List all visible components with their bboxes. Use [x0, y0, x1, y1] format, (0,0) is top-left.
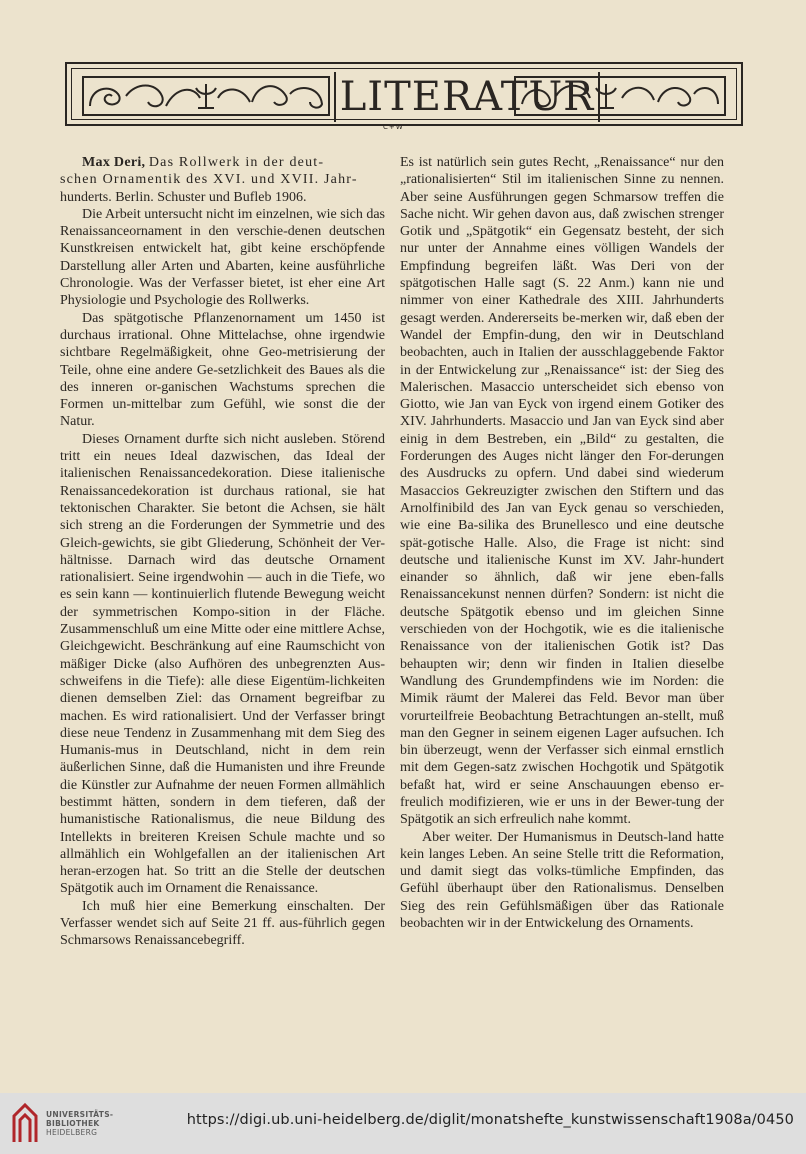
library-line-1: UNIVERSITÄTS-: [46, 1110, 114, 1119]
paragraph: Aber weiter. Der Humanismus in Deutsch-land hatte kein langes Leben. An seine Stelle tritt die Reformation, und damit siegt das volks-tümliche Empfinden, das Gefühl überhaupt über den Rationalismus. Denselben Sieg des rein Gefühlsmäßigen über das Rationale beobachten wir in der Entwickelung des Ornaments.: [400, 829, 724, 932]
page-title: LITERATUR: [339, 74, 595, 120]
right-column: [400, 154, 724, 932]
university-library-logo-icon: [10, 1102, 40, 1144]
header-banner: [65, 62, 743, 126]
heading-line-2: schen Ornamentik des XVI. und XVII. Jahr-: [60, 172, 358, 188]
footer-bar: [0, 1093, 806, 1154]
article-heading: [60, 154, 385, 171]
author-name: Max Deri,: [82, 155, 146, 170]
right-ornament-icon: [514, 76, 726, 116]
source-url-link[interactable]: https://digi.ub.uni-heidelberg.de/diglit/monatshefte_kunstwissenschaft1908a/0450: [186, 1112, 794, 1128]
paragraph: Es ist natürlich sein gutes Recht, „Renaissance“ nur den „rationalisierten“ Stil im italienischen Sinne zu nennen. Aber seine Ausführungen gegen Schmarsow treffen die Sache nicht. Wir gehen davon aus, daß zwischen strenger Gotik und „Spätgotik“ ein Gegensatz besteht, der sich nur unter der Annahme eines völligen Wandels der Empfindung begreifen läßt. Was Deri von der spätgotischen Halle sagt (S. 22 Anm.) kann nie und nimmer von einer Kathedrale des XIII. Jahrhunderts gesagt werden. Andererseits be-merken wir, daß eben der Wandel der Empfin-dung, den wir in Deutschland beobachten, auch in Italien der ausschlaggebende Faktor in der Entwickelung zur „Renaissance“ ist: der Sieg des Malerischen. Masaccio unterscheidet sich ebenso von Giotto, wie Jan van Eyck von irgend einem Gotiker des XIV. Jahrhunderts. Masaccio und Jan van Eyck sind aber einig in dem Bestreben, ein „Bild“ zu gestalten, die Forderungen des Auges nicht länger den For-derungen des Ausdrucks zu opfern. Und dabei sind wiederum Masaccios Gekreuzigter zwischen den Stiftern und das Arnolfinibild des Jan van Eyck genau so verschieden, wie eine Ba-silika des Brunellesco und eine deutsche spät-gotische Halle. Also, die Frage ist nicht: sind deutsche und italienische Kunst im XV. Jahr-hundert einander so ähnlich, daß wir jene eben-falls Renaissancekunst nennen dürfen? Sondern: ist nicht die deutsche Spätgotik ebenso und im gleichen Sinne verschieden von der Hochgotik, wie es die italienische Renaissance von der italienischen Gotik ist? Das behaupten wir; denn wir finden in Italien dieselbe Wandlung des Grundempfindens wie im Norden: die Mimik räumt der Malerei das Feld. Bevor man über vorurteilfreie Beobachtung Betrachtungen an-stellt, muß man den Gegner in seinem eigenen Lager aufsuchen. Ich bin überzeugt, wenn der Verfasser sich einmal ernstlich mit dem Gegen-satz zwischen Hochgotik und Spätgotik befaßt hat, wird er seine Anschauungen ebenso er-freulich modifizieren, wie er uns in der Bewer-tung der Spätgotik an sich erfreulich nahe kommt.: [400, 155, 724, 828]
library-line-2: BIBLIOTHEK: [46, 1119, 100, 1128]
paragraph: Das spätgotische Pflanzenornament um 1450 ist durchaus irrational. Ohne Mittelachse, ohne irgendwie sichtbare Regelmäßigkeit, ohne Geo-metrisierung der Teile, ohne eine andere Ge-setzlichkeit des Baues als die des inneren or-ganischen Wachstums sprechen die Formen un-mittelbar zum Gefühl, wie sonst die der Natur.: [60, 310, 385, 430]
left-ornament-icon: [82, 76, 330, 116]
paragraph: Ich muß hier eine Bemerkung einschalten. Der Verfasser wendet sich auf Seite 21 ff. aus-führlich gegen Schmarsows Renaissancebegriff.: [60, 898, 385, 949]
library-line-3: HEIDELBERG: [46, 1128, 98, 1137]
paragraph: Die Arbeit untersucht nicht im einzelnen, wie sich das Renaissanceornament in den verschie-denen deutschen Kunstkreisen entwickelt hat, gibt keine erschöpfende Darstellung aller Arten und Abarten, keine ausführliche Chronologie. Was der Verfasser bietet, ist eher eine Art Physiologie und Psychologie des Rollwerks.: [60, 206, 385, 309]
library-name: [46, 1110, 113, 1137]
banner-inner-frame: [71, 68, 737, 120]
heading-line-3: hunderts. Berlin. Schuster und Bufleb 1906.: [60, 189, 307, 205]
heading-rest: Das Rollwerk in der deut-: [148, 155, 325, 170]
left-column: [60, 154, 385, 950]
monogram: C+W: [383, 123, 404, 131]
paragraph: Dieses Ornament durfte sich nicht ausleben. Störend tritt ein neues Ideal dazwischen, das Ideal der italienischen Renaissancedekoration. Diese italienische Renaissancedekoration ist durchaus rational, sie hat tektonischen Charakter. Sie betont die Achsen, sie hält sich streng an die Forderungen der Symmetrie und des Gleich-gewichts, sie gibt Gliederung, Schönheit der Ver-hältnisse. Darnach wird das deutsche Ornament rationalisiert. Seine irgendwohin — auch in die Tiefe, wo es sein kann — kontinuierlich flutende Bewegung weicht der symmetrischen Kompo-sition in der Fläche. Zusammenschluß um eine Mitte oder eine mittlere Achse, Gleichgewicht. Beschränkung auf eine Raumschicht von mäßiger Dicke (also Aufhören des unbegrenzten Aus-schweifens in die Tiefe): alle diese Eigentüm-lichkeiten dienen demselben Ziel: das Ornament begreifbar zu machen. Es wird rationalisiert. Und der Verfasser bringt diese neue Tendenz in Zusammenhang mit dem Sieg des Humanis-mus in Deutschland, nicht in dem rein äußerlichen Sinne, daß die Humanisten und ihre Freunde die Künstler zur Aufnahme der neuen Formen allmählich bestimmt hätten, sondern in dem tieferen, daß der humanistische Rationalismus, die neue Bildung des Intellekts in breiteren Kreisen Schule machte und so allmählich ein Wohlgefallen an der italienischen Art heran-erzogen hat. So tritt an die Stelle der deutschen Spätgotik auch im Ornament die Renaissance.: [60, 431, 385, 897]
